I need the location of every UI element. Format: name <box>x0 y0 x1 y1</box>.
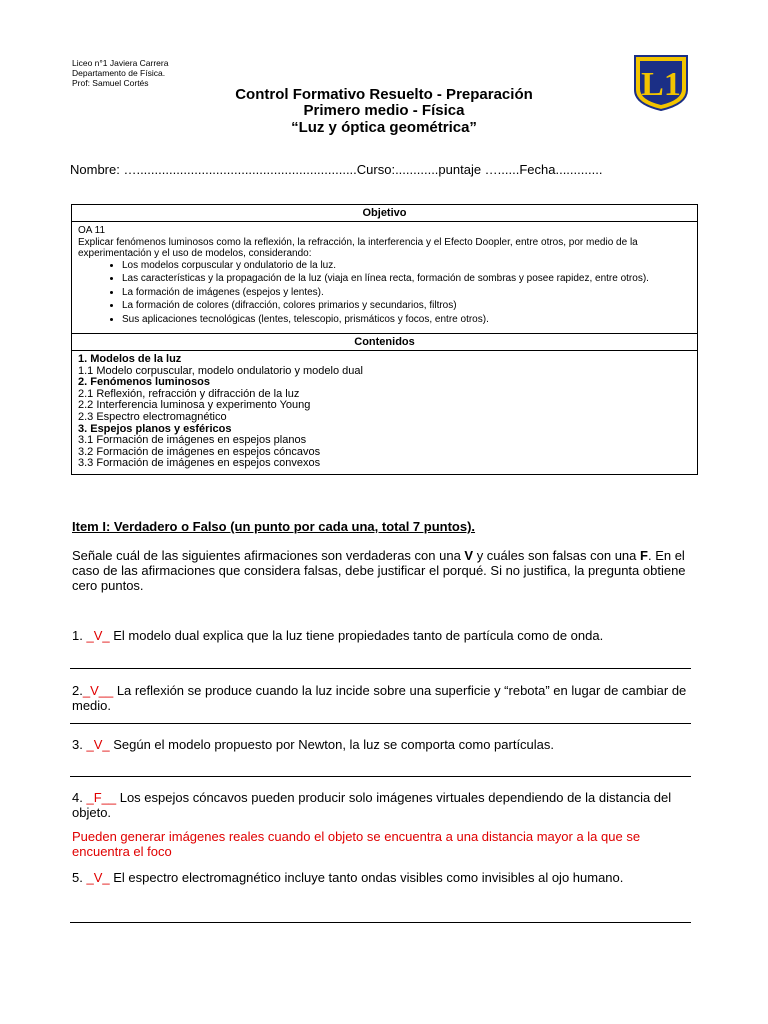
answer: _V_ <box>86 628 110 643</box>
title-line-2: Primero medio - Física <box>303 102 465 119</box>
contenido-item: 2. Fenómenos luminosos <box>78 376 211 389</box>
answer: _V_ <box>86 737 110 752</box>
instructions-text: y cuáles son falsas con una <box>473 548 641 563</box>
question-2 <box>72 683 700 713</box>
contenido-item: 3.2 Formación de imágenes en espejos cóncavos <box>78 445 321 458</box>
contenidos-header: Contenidos <box>72 334 698 351</box>
question-4 <box>72 790 700 820</box>
school-line: Departamento de Física. <box>72 68 166 78</box>
question-1 <box>72 628 700 643</box>
instructions-text: . En el caso de las afirmaciones que considera falsas, debe justificar el porqué. Si no justifica, la pregunta obtiene cero puntos. <box>72 548 686 593</box>
question-number: 5. <box>72 870 87 885</box>
question-number: 1. <box>72 628 87 643</box>
objetivo-bullet: • Los modelos corpuscular y ondulatorio de la luz. <box>122 260 691 272</box>
question-number: 2. <box>72 683 83 698</box>
answer-line <box>70 668 691 669</box>
contenido-item: 3.1 Formación de imágenes en espejos planos <box>78 434 307 447</box>
title-line-1: Control Formativo Resuelto - Preparación <box>235 86 533 103</box>
question-number: 3. <box>72 737 87 752</box>
contenido-item: 1. Modelos de la luz <box>78 353 182 365</box>
question-5 <box>72 870 700 885</box>
answer: _V_ <box>86 870 110 885</box>
question-text: El espectro electromagnético incluye tanto ondas visibles como invisibles al ojo humano. <box>109 870 624 885</box>
question-3 <box>72 737 700 752</box>
question-text: Los espejos cóncavos pueden producir solo imágenes virtuales dependiendo de la distancia del objeto. <box>72 790 672 820</box>
contenidos-body <box>72 351 698 475</box>
student-info-line: Nombre: ….............................................................Curso:............puntaje …......Fecha............. <box>70 162 603 177</box>
question-text: Según el modelo propuesto por Newton, la luz se comporta como partículas. <box>109 737 555 752</box>
objetivo-body <box>72 222 698 334</box>
objetivo-bullet: • Las características y la propagación de la luz (viaja en línea recta, formación de sombras y posee rapidez, entre otros). <box>122 273 691 285</box>
contenido-item: 2.2 Interferencia luminosa y experimento Young <box>78 399 311 412</box>
objetivo-bullet: • La formación de colores (difracción, colores primarios y secundarios, filtros) <box>122 300 691 312</box>
logo-text: L1 <box>641 66 681 103</box>
contenido-item: 3.3 Formación de imágenes en espejos convexos <box>78 457 321 470</box>
question-number: 4. <box>72 790 87 805</box>
question-text: El modelo dual explica que la luz tiene propiedades tanto de partícula como de onda. <box>109 628 604 643</box>
objetivo-bullet: • Sus aplicaciones tecnológicas (lentes, telescopio, prismáticos y focos, entre otros). <box>122 314 691 326</box>
answer-line <box>70 776 691 777</box>
objetivo-bullet: • La formación de imágenes (espejos y lentes). <box>122 287 691 299</box>
contenido-item: 2.3 Espectro electromagnético <box>78 410 227 423</box>
instructions-text: Señale cuál de las siguientes afirmaciones son verdaderas con una <box>72 548 465 563</box>
answer-line <box>70 723 691 724</box>
contenido-item: 3. Espejos planos y esféricos <box>78 422 232 435</box>
school-line: Liceo n°1 Javiera Carrera <box>72 58 169 68</box>
question-text: La reflexión se produce cuando la luz incide sobre una superficie y “rebota” en lugar de cambiar de medio. <box>72 683 687 713</box>
contenido-item: 2.1 Reflexión, refracción y difracción de la luz <box>78 387 300 400</box>
contenido-item: 1.1 Modelo corpuscular, modelo ondulatorio y modelo dual <box>78 364 363 377</box>
instructions-v: V <box>464 548 474 563</box>
curriculum-table <box>71 204 698 475</box>
objetivo-intro: Explicar fenómenos luminosos como la reflexión, la refracción, la interferencia y el Efecto Doopler, entre otros, por medio de la experimentación y el uso de modelos, considerando: <box>78 236 638 259</box>
instructions <box>72 548 700 593</box>
title-line-3: “Luz y óptica geométrica” <box>291 119 477 136</box>
school-info <box>72 58 168 88</box>
school-line: Prof: Samuel Cortés <box>72 78 149 88</box>
answer-line <box>70 922 691 923</box>
objetivo-code: OA 11 <box>78 225 106 236</box>
item-title: Item I: Verdadero o Falso (un punto por cada una, total 7 puntos). <box>72 519 476 534</box>
answer: _V__ <box>82 683 114 698</box>
justification-q4: Pueden generar imágenes reales cuando el objeto se encuentra a una distancia mayor a la que se encuentra el foco <box>72 829 641 859</box>
answer: _F__ <box>86 790 117 805</box>
instructions-f: F <box>640 548 648 563</box>
objetivo-header: Objetivo <box>72 205 698 222</box>
